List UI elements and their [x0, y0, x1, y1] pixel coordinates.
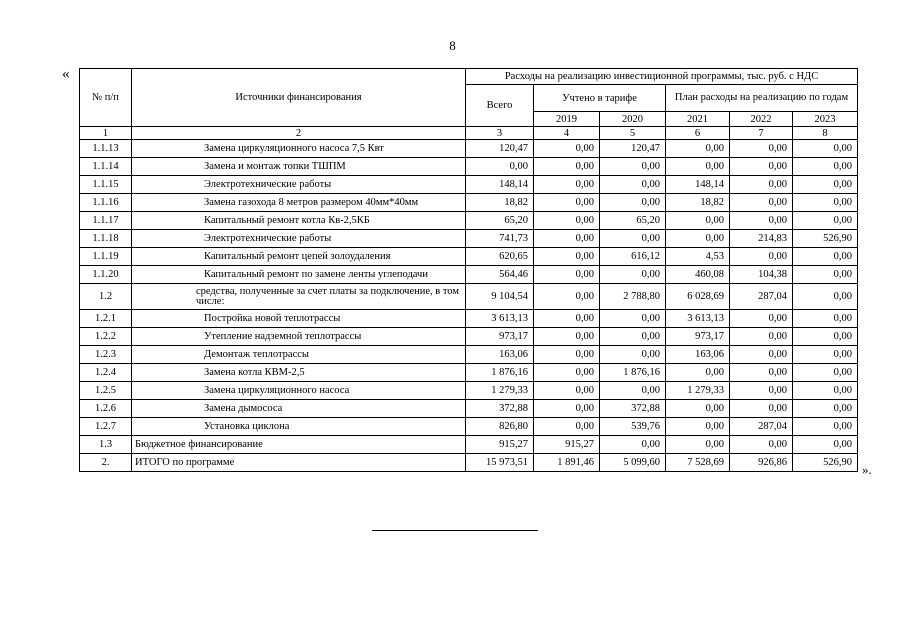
row-total-value: 372,88 [466, 400, 534, 418]
column-number-row [80, 127, 858, 140]
row-2021-value: 163,06 [666, 346, 730, 364]
row-number: 1.2.4 [80, 364, 132, 382]
row-2023-value: 0,00 [793, 176, 858, 194]
column-number: 6 [666, 127, 730, 140]
row-2023-value: 0,00 [793, 212, 858, 230]
row-2021-value: 460,08 [666, 266, 730, 284]
row-2019-value: 0,00 [534, 346, 600, 364]
row-2019-value: 0,00 [534, 328, 600, 346]
row-2023-value: 526,90 [793, 454, 858, 472]
row-2022-value: 0,00 [730, 212, 793, 230]
row-2023-value: 0,00 [793, 284, 858, 310]
row-2021-value: 0,00 [666, 212, 730, 230]
row-number: 1.2.3 [80, 346, 132, 364]
row-2022-value: 287,04 [730, 418, 793, 436]
row-2019-value: 0,00 [534, 140, 600, 158]
table-row [80, 364, 858, 382]
column-number: 7 [730, 127, 793, 140]
row-2023-value: 0,00 [793, 158, 858, 176]
row-2019-value: 0,00 [534, 212, 600, 230]
row-number: 1.2.5 [80, 382, 132, 400]
row-2019-value: 0,00 [534, 158, 600, 176]
header-plan: План расходы на реализацию по годам [666, 85, 858, 112]
row-financing-source: Капитальный ремонт по замене ленты углеподачи [132, 266, 466, 284]
opening-quote-mark: « [62, 66, 70, 82]
row-2022-value: 926,86 [730, 454, 793, 472]
row-financing-source: Замена циркуляционного насоса 7,5 Квт [132, 140, 466, 158]
row-number: 1.1.19 [80, 248, 132, 266]
row-financing-source: Электротехнические работы [132, 176, 466, 194]
row-2020-value: 0,00 [600, 436, 666, 454]
row-2020-value: 2 788,80 [600, 284, 666, 310]
row-2020-value: 0,00 [600, 310, 666, 328]
row-2023-value: 0,00 [793, 382, 858, 400]
row-2022-value: 0,00 [730, 176, 793, 194]
row-2020-value: 65,20 [600, 212, 666, 230]
row-2021-value: 0,00 [666, 418, 730, 436]
row-2023-value: 0,00 [793, 194, 858, 212]
row-2022-value: 0,00 [730, 436, 793, 454]
row-2020-value: 1 876,16 [600, 364, 666, 382]
row-2022-value: 0,00 [730, 346, 793, 364]
row-total-value: 65,20 [466, 212, 534, 230]
row-2023-value: 0,00 [793, 436, 858, 454]
table-row [80, 310, 858, 328]
row-2020-value: 0,00 [600, 230, 666, 248]
row-2022-value: 0,00 [730, 140, 793, 158]
table-row [80, 284, 858, 310]
closing-quote-mark: ». [862, 462, 872, 477]
row-2020-value: 539,76 [600, 418, 666, 436]
footer-rule [372, 530, 538, 531]
header-in-tariff: Учтено в тарифе [534, 85, 666, 112]
row-2020-value: 0,00 [600, 346, 666, 364]
row-financing-source: Замена дымососа [132, 400, 466, 418]
row-2021-value: 0,00 [666, 436, 730, 454]
row-2019-value: 0,00 [534, 194, 600, 212]
row-2019-value: 0,00 [534, 230, 600, 248]
row-number: 1.1.15 [80, 176, 132, 194]
row-2019-value: 0,00 [534, 364, 600, 382]
row-financing-source: Демонтаж теплотрассы [132, 346, 466, 364]
row-2020-value: 0,00 [600, 158, 666, 176]
row-2020-value: 5 099,60 [600, 454, 666, 472]
row-financing-source: Капитальный ремонт цепей золоудаления [132, 248, 466, 266]
row-2019-value: 0,00 [534, 176, 600, 194]
row-2022-value: 0,00 [730, 382, 793, 400]
header-number: № п/п [80, 69, 132, 127]
row-2021-value: 3 613,13 [666, 310, 730, 328]
row-financing-source: Капитальный ремонт котла Кв-2,5КБ [132, 212, 466, 230]
row-2019-value: 0,00 [534, 248, 600, 266]
page-number: 8 [449, 38, 456, 53]
column-number: 8 [793, 127, 858, 140]
table-row [80, 328, 858, 346]
header-year: 2021 [666, 112, 730, 127]
table-row [80, 230, 858, 248]
row-number: 1.1.13 [80, 140, 132, 158]
row-total-value: 15 973,51 [466, 454, 534, 472]
row-2020-value: 0,00 [600, 194, 666, 212]
table-row [80, 346, 858, 364]
row-2022-value: 0,00 [730, 248, 793, 266]
row-financing-source: средства, полученные за счет платы за подключение, в том числе: [132, 284, 466, 310]
table-row [80, 266, 858, 284]
table-row [80, 194, 858, 212]
table-row [80, 140, 858, 158]
row-2020-value: 0,00 [600, 266, 666, 284]
row-2023-value: 0,00 [793, 364, 858, 382]
row-2021-value: 4,53 [666, 248, 730, 266]
row-2020-value: 0,00 [600, 176, 666, 194]
row-2022-value: 104,38 [730, 266, 793, 284]
row-2021-value: 0,00 [666, 140, 730, 158]
row-number: 1.1.20 [80, 266, 132, 284]
row-number: 1.1.16 [80, 194, 132, 212]
row-2021-value: 973,17 [666, 328, 730, 346]
table-row [80, 382, 858, 400]
row-number: 1.1.18 [80, 230, 132, 248]
table-row [80, 400, 858, 418]
row-2020-value: 616,12 [600, 248, 666, 266]
row-number: 1.1.14 [80, 158, 132, 176]
row-total-value: 3 613,13 [466, 310, 534, 328]
row-2021-value: 7 528,69 [666, 454, 730, 472]
table-row [80, 158, 858, 176]
row-2019-value: 0,00 [534, 418, 600, 436]
row-2019-value: 0,00 [534, 284, 600, 310]
row-financing-source: ИТОГО по программе [132, 454, 466, 472]
row-2021-value: 18,82 [666, 194, 730, 212]
row-total-value: 915,27 [466, 436, 534, 454]
column-number: 3 [466, 127, 534, 140]
row-financing-source: Замена и монтаж топки ТШПМ [132, 158, 466, 176]
row-2020-value: 120,47 [600, 140, 666, 158]
row-number: 2. [80, 454, 132, 472]
row-2019-value: 0,00 [534, 382, 600, 400]
row-2021-value: 0,00 [666, 364, 730, 382]
row-total-value: 973,17 [466, 328, 534, 346]
row-2020-value: 0,00 [600, 382, 666, 400]
row-total-value: 120,47 [466, 140, 534, 158]
row-total-value: 148,14 [466, 176, 534, 194]
row-total-value: 9 104,54 [466, 284, 534, 310]
row-financing-source: Постройка новой теплотрассы [132, 310, 466, 328]
row-total-value: 620,65 [466, 248, 534, 266]
row-financing-source: Замена циркуляционного насоса [132, 382, 466, 400]
row-2022-value: 0,00 [730, 310, 793, 328]
row-2022-value: 0,00 [730, 328, 793, 346]
row-2022-value: 0,00 [730, 400, 793, 418]
column-number: 5 [600, 127, 666, 140]
table-row [80, 212, 858, 230]
row-2022-value: 214,83 [730, 230, 793, 248]
column-number: 4 [534, 127, 600, 140]
row-number: 1.2.1 [80, 310, 132, 328]
row-financing-source: Замена газохода 8 метров размером 40мм*40мм [132, 194, 466, 212]
row-2023-value: 0,00 [793, 328, 858, 346]
row-2023-value: 0,00 [793, 310, 858, 328]
row-2021-value: 1 279,33 [666, 382, 730, 400]
row-financing-source: Бюджетное финансирование [132, 436, 466, 454]
row-total-value: 1 279,33 [466, 382, 534, 400]
column-number: 1 [80, 127, 132, 140]
row-number: 1.2.7 [80, 418, 132, 436]
row-financing-source: Установка циклона [132, 418, 466, 436]
row-2023-value: 526,90 [793, 230, 858, 248]
table-row [80, 436, 858, 454]
row-2023-value: 0,00 [793, 140, 858, 158]
row-2023-value: 0,00 [793, 266, 858, 284]
header-year: 2022 [730, 112, 793, 127]
row-2022-value: 0,00 [730, 364, 793, 382]
row-2022-value: 0,00 [730, 194, 793, 212]
row-2022-value: 0,00 [730, 158, 793, 176]
row-total-value: 564,46 [466, 266, 534, 284]
table-row [80, 248, 858, 266]
header-year: 2023 [793, 112, 858, 127]
header-financing-source: Источники финансирования [132, 69, 466, 127]
table-row [80, 454, 858, 472]
row-number: 1.2.6 [80, 400, 132, 418]
row-total-value: 163,06 [466, 346, 534, 364]
row-2021-value: 148,14 [666, 176, 730, 194]
row-2020-value: 0,00 [600, 328, 666, 346]
table-row [80, 418, 858, 436]
row-number: 1.2.2 [80, 328, 132, 346]
row-2020-value: 372,88 [600, 400, 666, 418]
row-number: 1.3 [80, 436, 132, 454]
row-2023-value: 0,00 [793, 248, 858, 266]
row-2019-value: 915,27 [534, 436, 600, 454]
row-total-value: 1 876,16 [466, 364, 534, 382]
row-financing-source: Электротехнические работы [132, 230, 466, 248]
row-2023-value: 0,00 [793, 400, 858, 418]
row-total-value: 826,80 [466, 418, 534, 436]
row-2023-value: 0,00 [793, 418, 858, 436]
row-total-value: 18,82 [466, 194, 534, 212]
header-year: 2019 [534, 112, 600, 127]
row-total-value: 0,00 [466, 158, 534, 176]
row-2021-value: 0,00 [666, 230, 730, 248]
row-2023-value: 0,00 [793, 346, 858, 364]
row-2021-value: 6 028,69 [666, 284, 730, 310]
column-number: 2 [132, 127, 466, 140]
row-2019-value: 0,00 [534, 400, 600, 418]
row-financing-source: Замена котла КВМ-2,5 [132, 364, 466, 382]
row-2022-value: 287,04 [730, 284, 793, 310]
investment-financing-table [79, 68, 858, 472]
row-total-value: 741,73 [466, 230, 534, 248]
row-2019-value: 1 891,46 [534, 454, 600, 472]
row-number: 1.2 [80, 284, 132, 310]
table-row [80, 176, 858, 194]
row-2021-value: 0,00 [666, 158, 730, 176]
header-year: 2020 [600, 112, 666, 127]
header-expenses-group: Расходы на реализацию инвестиционной программы, тыс. руб. с НДС [466, 69, 858, 85]
row-2019-value: 0,00 [534, 310, 600, 328]
table-body [80, 140, 858, 472]
row-number: 1.1.17 [80, 212, 132, 230]
row-2019-value: 0,00 [534, 266, 600, 284]
header-total: Всего [466, 85, 534, 127]
row-financing-source: Утепление надземной теплотрассы [132, 328, 466, 346]
row-2021-value: 0,00 [666, 400, 730, 418]
